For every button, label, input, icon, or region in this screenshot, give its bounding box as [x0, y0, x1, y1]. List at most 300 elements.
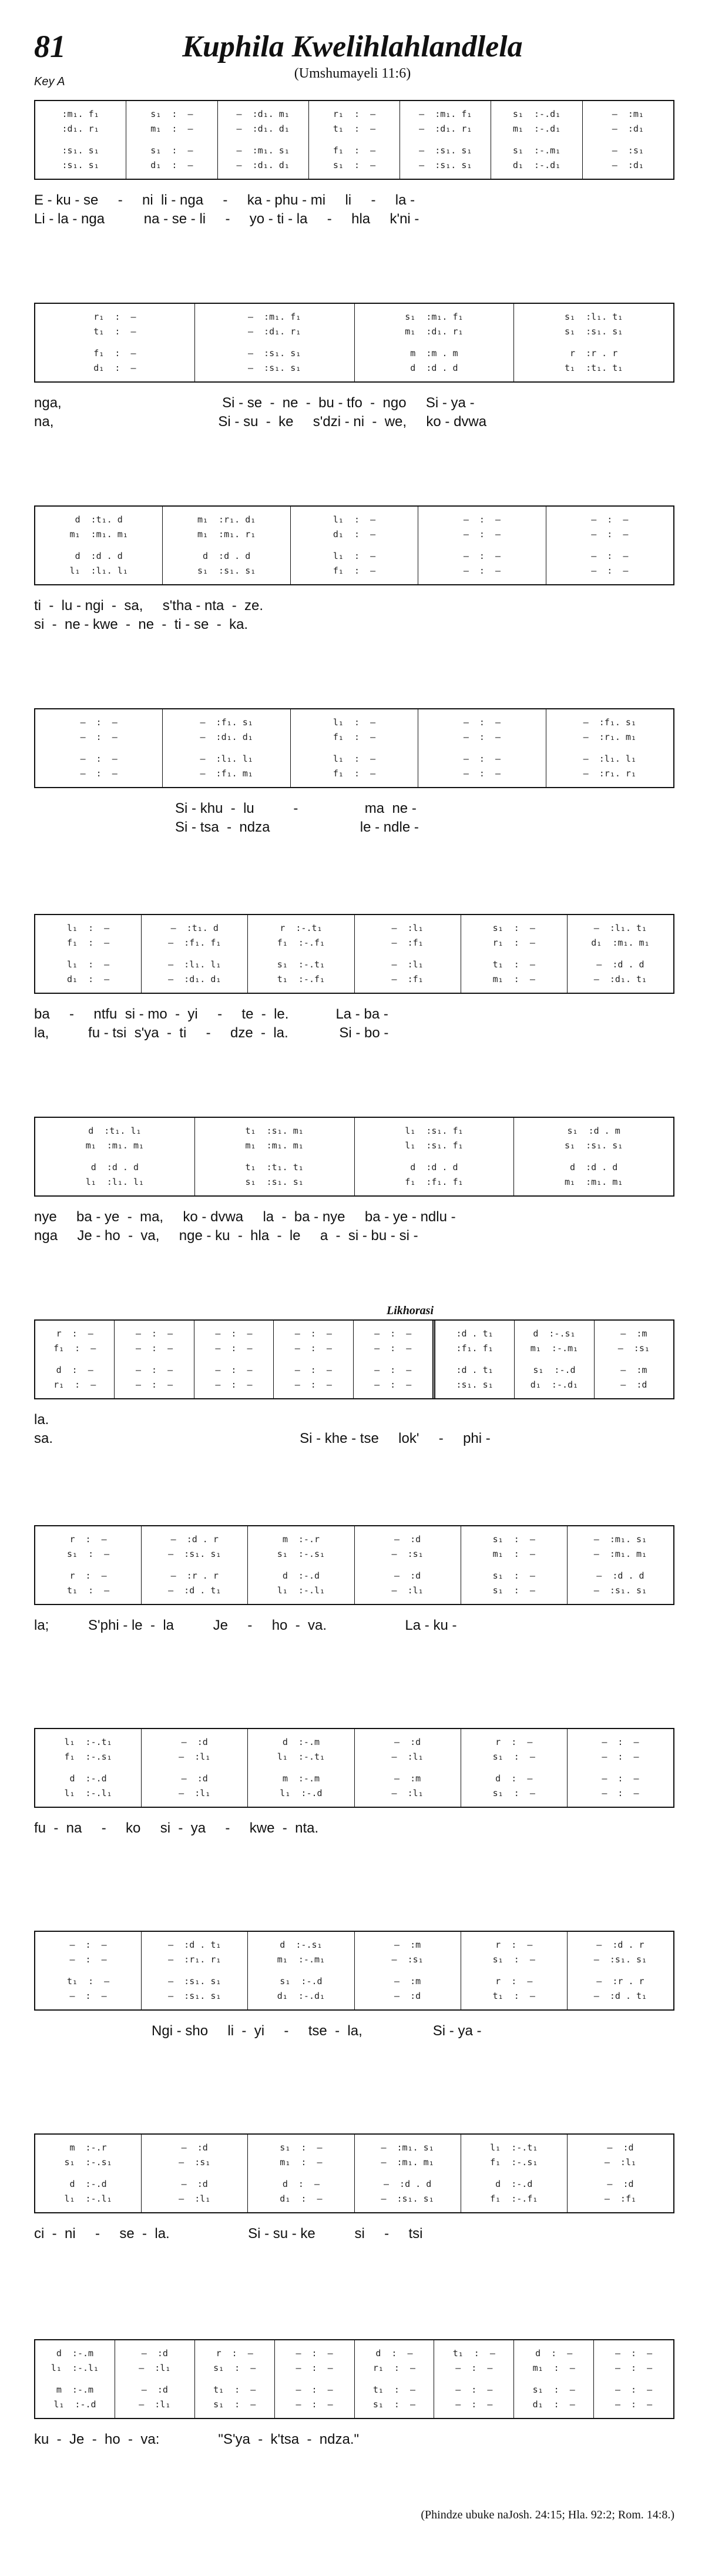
soprano-notes: — : —: [602, 1737, 639, 1747]
soprano-notes: — :l₁: [391, 923, 424, 933]
soprano-notes: — :m₁: [612, 109, 644, 119]
alto-notes: — : —: [463, 529, 501, 540]
score-system: [34, 505, 674, 635]
bass-notes: l₁ :-.l₁: [64, 1788, 112, 1798]
measure: [309, 101, 400, 179]
bass-notes: t₁ : —: [66, 1585, 110, 1596]
bass-notes: — : —: [215, 1379, 253, 1390]
tenor-notes: :d . t₁: [456, 1365, 494, 1375]
alto-notes: — : —: [591, 529, 629, 540]
measure: [355, 2135, 461, 2212]
tenor-notes: — :r . r: [170, 1570, 219, 1581]
tenor-notes: — :s₁. s₁: [247, 348, 301, 359]
tenor-notes: t₁ :t₁. t₁: [245, 1162, 304, 1173]
bass-notes: :s₁. s₁: [62, 160, 99, 170]
tenor-notes: — : —: [615, 2384, 653, 2395]
tenor-notes: d : —: [282, 2179, 320, 2189]
staff-box: [34, 2339, 674, 2419]
tenor-notes: f₁ : —: [333, 145, 376, 156]
tenor-notes: l₁ : —: [333, 753, 376, 764]
staff-box: [34, 505, 674, 585]
soprano-notes: — :m₁. s₁: [381, 2142, 434, 2153]
alto-notes: l₁ :-.t₁: [277, 1751, 325, 1762]
tenor-notes: — :m₁. s₁: [236, 145, 290, 156]
alto-notes: — :r₁. r₁: [168, 1954, 221, 1965]
lyrics-block: [34, 1006, 674, 1043]
lyric-line: Ngi - sho li - yi - tse - la, Si - ya -: [34, 2023, 482, 2039]
alto-notes: f₁ :-.s₁: [64, 1751, 112, 1762]
alto-notes: m₁ :m₁. m₁: [245, 1140, 304, 1151]
tenor-notes: — :d . d: [383, 2179, 432, 2189]
tenor-notes: — : —: [296, 2384, 333, 2395]
soprano-notes: r₁ : —: [93, 311, 136, 322]
measure: [355, 1932, 461, 2009]
lyric-line: na, Si - su - ke s'dzi - ni - we, ko - dvwa: [34, 414, 487, 430]
measure: [274, 1321, 353, 1398]
scripture-footer: (Phindze ubuke naJosh. 24:15; Hla. 92:2; Rom. 14:8.): [421, 2508, 674, 2521]
tenor-notes: — : —: [215, 1365, 253, 1375]
tenor-notes: d :d . d: [410, 1162, 458, 1173]
lyrics-block: [34, 1820, 674, 1838]
tenor-notes: d :d . d: [202, 551, 251, 561]
alto-notes: m₁ :m₁. r₁: [197, 529, 256, 540]
bass-notes: — : —: [463, 768, 501, 779]
bass-notes: :s₁. s₁: [456, 1379, 494, 1390]
tenor-notes: m :-.m: [282, 1773, 320, 1784]
staff-box: [34, 1931, 674, 2011]
measure: [418, 507, 546, 584]
measure: [142, 1729, 248, 1807]
measure: [248, 1729, 354, 1807]
lyric-line: si - ne - kwe - ne - ti - se - ka.: [34, 617, 249, 632]
alto-notes: — :r₁. m₁: [583, 732, 636, 742]
alto-notes: m₁ :d₁. r₁: [405, 326, 464, 337]
alto-notes: — :d₁. r₁: [247, 326, 301, 337]
alto-notes: s₁ :-.s₁: [64, 2157, 112, 2168]
bass-notes: — : —: [602, 1788, 639, 1798]
score-system: [34, 2339, 674, 2450]
measure: [355, 1729, 461, 1807]
lyric-line: la, fu - tsi s'ya - ti - dze - la. Si - bo -: [34, 1025, 389, 1041]
lyrics-block: [34, 2225, 674, 2244]
measure: [355, 2340, 435, 2418]
tenor-notes: — : —: [602, 1773, 639, 1784]
bass-notes: — :d: [394, 1991, 421, 2001]
alto-notes: — :s₁: [391, 1954, 424, 1965]
lyric-line: Si - tsa - ndza le - ndle -: [34, 819, 419, 835]
tenor-notes: d :d . d: [75, 551, 123, 561]
soprano-notes: s₁ : —: [150, 109, 193, 119]
soprano-notes: t₁ : —: [452, 2348, 495, 2359]
tenor-notes: — :s₁. s₁: [168, 1976, 221, 1987]
soprano-notes: d :t₁. d: [75, 514, 123, 525]
tenor-notes: l₁ : —: [333, 551, 376, 561]
tenor-notes: d :-.d: [69, 1773, 107, 1784]
bass-notes: — :f₁: [391, 974, 424, 984]
soprano-notes: — : —: [463, 514, 501, 525]
tenor-notes: — :d . d: [596, 959, 644, 970]
soprano-notes: — :m: [394, 1939, 421, 1950]
staff-box: [34, 1728, 674, 1808]
bass-notes: f₁ :f₁. f₁: [405, 1177, 464, 1187]
tenor-notes: — :d: [181, 2179, 208, 2189]
alto-notes: m₁ :m₁. m₁: [85, 1140, 145, 1151]
bass-notes: — : —: [135, 1379, 173, 1390]
tenor-notes: t₁ : —: [492, 959, 535, 970]
bass-notes: s₁ :s₁. s₁: [245, 1177, 304, 1187]
staff-box: [34, 303, 674, 383]
measure: [546, 507, 673, 584]
soprano-notes: t₁ :s₁. m₁: [245, 1125, 304, 1136]
tenor-notes: — :l₁. l₁: [168, 959, 221, 970]
measure: [568, 1729, 673, 1807]
alto-notes: — : —: [69, 1954, 107, 1965]
soprano-notes: — :f₁. s₁: [200, 717, 253, 728]
alto-notes: — :d₁. d₁: [200, 732, 253, 742]
tenor-notes: s₁ :-.d: [280, 1976, 323, 1987]
alto-notes: s₁ : —: [492, 1954, 535, 1965]
alto-notes: — :d₁. r₁: [419, 123, 472, 134]
tenor-notes: d :-.d: [282, 1570, 320, 1581]
soprano-notes: m :-.r: [69, 2142, 107, 2153]
tenor-notes: — : —: [80, 753, 118, 764]
measure: [35, 507, 163, 584]
alto-notes: s₁ : —: [213, 2363, 256, 2373]
score-system: [34, 100, 674, 229]
soprano-notes: :d . t₁: [456, 1328, 494, 1339]
staff-box: [34, 914, 674, 994]
alto-notes: — : —: [615, 2363, 653, 2373]
measure: [163, 709, 290, 787]
soprano-notes: — :t₁. d: [170, 923, 219, 933]
soprano-notes: d : —: [535, 2348, 573, 2359]
alto-notes: — : —: [294, 1343, 332, 1354]
bass-notes: — :s₁. s₁: [593, 1585, 647, 1596]
soprano-notes: s₁ : —: [492, 1534, 535, 1545]
measure: [142, 1526, 248, 1604]
tenor-notes: — : —: [374, 1365, 412, 1375]
alto-notes: t₁ : —: [333, 123, 376, 134]
bass-notes: d₁ :-.d₁: [530, 1379, 579, 1390]
measure: [515, 1321, 594, 1398]
score-system: [34, 1525, 674, 1636]
soprano-notes: — : —: [615, 2348, 653, 2359]
soprano-notes: l₁ :-.t₁: [490, 2142, 538, 2153]
bass-notes: t₁ : —: [492, 1991, 535, 2001]
bass-notes: — :s₁. s₁: [381, 2193, 434, 2204]
tenor-notes: — : —: [135, 1365, 173, 1375]
soprano-notes: — : —: [296, 2348, 333, 2359]
measure: [248, 1932, 354, 2009]
measure: [355, 1118, 515, 1195]
soprano-notes: — :m₁. f₁: [419, 109, 472, 119]
bass-notes: — :d₁. t₁: [593, 974, 647, 984]
tenor-notes: — :d: [607, 2179, 634, 2189]
measure: [195, 304, 355, 381]
tenor-notes: — : —: [294, 1365, 332, 1375]
staff-box: [34, 1319, 674, 1399]
measure: [35, 1321, 115, 1398]
measure: [568, 1932, 673, 2009]
soprano-notes: r : —: [216, 2348, 253, 2359]
lyric-line: E - ku - se - ni li - nga - ka - phu - mi li - la -: [34, 192, 415, 208]
soprano-notes: — :d: [141, 2348, 168, 2359]
bass-notes: — : —: [455, 2399, 493, 2410]
alto-notes: — : —: [455, 2363, 493, 2373]
alto-notes: — : —: [215, 1343, 253, 1354]
soprano-notes: — : —: [374, 1328, 412, 1339]
tenor-notes: — :s₁: [612, 145, 644, 156]
measure: [35, 1526, 142, 1604]
alto-notes: r₁ : —: [492, 937, 535, 948]
alto-notes: m₁ : —: [280, 2157, 323, 2168]
soprano-notes: l₁ : —: [333, 717, 376, 728]
lyric-line: nga, Si - se - ne - bu - tfo - ngo Si - ya -: [34, 395, 475, 411]
soprano-notes: — :l₁. t₁: [593, 923, 647, 933]
soprano-notes: l₁ : —: [66, 923, 110, 933]
measure: [514, 2340, 594, 2418]
soprano-notes: s₁ :l₁. t₁: [564, 311, 623, 322]
bass-notes: s₁ : —: [213, 2399, 256, 2410]
measure: [115, 2340, 195, 2418]
tenor-notes: — : —: [463, 753, 501, 764]
measure: [248, 2135, 354, 2212]
measure: [514, 304, 673, 381]
tenor-notes: l₁ : —: [66, 959, 110, 970]
alto-notes: m₁ :-.m₁: [530, 1343, 579, 1354]
bass-notes: d₁ :-.d₁: [277, 1991, 325, 2001]
bass-notes: t₁ :t₁. t₁: [564, 363, 623, 373]
tenor-notes: s₁ :-.d: [533, 1365, 576, 1375]
bass-notes: d₁ : —: [532, 2399, 575, 2410]
alto-notes: — : —: [374, 1343, 412, 1354]
bass-notes: l₁ :-.d: [53, 2399, 96, 2410]
bass-notes: d₁ : —: [150, 160, 193, 170]
alto-notes: — : —: [296, 2363, 333, 2373]
lyrics-block: [34, 1208, 674, 1246]
lyric-line: ci - ni - se - la. Si - su - ke si - tsi: [34, 2226, 423, 2242]
soprano-notes: — : —: [215, 1328, 253, 1339]
measure: [163, 507, 290, 584]
bass-notes: — :d₁: [612, 160, 644, 170]
measure: [142, 2135, 248, 2212]
alto-notes: f₁ : —: [66, 937, 110, 948]
staff-box: [34, 100, 674, 180]
staff-box: [34, 708, 674, 788]
tenor-notes: s₁ :-.t₁: [277, 959, 325, 970]
tenor-notes: — : —: [455, 2384, 493, 2395]
tenor-notes: d : —: [495, 1773, 533, 1784]
alto-notes: — :m₁. m₁: [593, 1549, 647, 1559]
soprano-notes: s₁ : —: [492, 923, 535, 933]
bass-notes: l₁ :l₁. l₁: [69, 565, 128, 576]
measure: [568, 915, 673, 993]
lyrics-block: [34, 192, 674, 229]
measure: [400, 101, 491, 179]
measure: [461, 1526, 568, 1604]
tenor-notes: t₁ : —: [213, 2384, 256, 2395]
measure: [546, 709, 673, 787]
bass-notes: — :d . t₁: [168, 1585, 221, 1596]
bass-notes: s₁ : —: [492, 1788, 535, 1798]
measure: [491, 101, 582, 179]
tenor-notes: — :m: [394, 1976, 421, 1987]
lyrics-block: [34, 1411, 674, 1449]
soprano-notes: s₁ :m₁. f₁: [405, 311, 464, 322]
alto-notes: s₁ :s₁. s₁: [564, 326, 623, 337]
soprano-notes: m₁ :r₁. d₁: [197, 514, 256, 525]
measure: [354, 1321, 435, 1398]
bass-notes: — : —: [69, 1991, 107, 2001]
soprano-notes: l₁ :-.t₁: [64, 1737, 112, 1747]
alto-notes: m₁ :m₁. m₁: [69, 529, 128, 540]
bass-notes: d₁ :-.d₁: [512, 160, 561, 170]
tenor-notes: r : —: [69, 1570, 107, 1581]
tenor-notes: t₁ : —: [372, 2384, 416, 2395]
alto-notes: l₁ :-.l₁: [51, 2363, 99, 2373]
tenor-notes: — :d: [394, 1570, 421, 1581]
tenor-notes: — :l₁. l₁: [200, 753, 253, 764]
alto-notes: f₁ : —: [333, 732, 376, 742]
alto-notes: — : —: [80, 732, 118, 742]
bass-notes: — : —: [615, 2399, 653, 2410]
lyrics-block: [34, 597, 674, 635]
bass-notes: — : —: [296, 2399, 333, 2410]
soprano-notes: — : —: [591, 514, 629, 525]
bass-notes: — :l₁: [179, 2193, 211, 2204]
measure: [126, 101, 217, 179]
bass-notes: — : —: [80, 768, 118, 779]
bass-notes: s₁ :s₁. s₁: [197, 565, 256, 576]
score-system: [34, 708, 674, 838]
alto-notes: — :f₁: [391, 937, 424, 948]
soprano-notes: — :m: [620, 1328, 647, 1339]
tenor-notes: :s₁. s₁: [62, 145, 99, 156]
soprano-notes: — :d . r: [596, 1939, 644, 1950]
measure: [461, 915, 568, 993]
tenor-notes: s₁ : —: [492, 1570, 535, 1581]
lyrics-block: [34, 1617, 674, 1636]
alto-notes: f₁ :-.s₁: [490, 2157, 538, 2168]
lyric-line: ti - lu - ngi - sa, s'tha - nta - ze.: [34, 598, 264, 614]
score-system: [34, 1117, 674, 1246]
bass-notes: d :d . d: [410, 363, 458, 373]
measure: [35, 1729, 142, 1807]
measure: [194, 1321, 274, 1398]
bass-notes: d₁ : —: [66, 974, 110, 984]
alto-notes: m₁ :-.m₁: [277, 1954, 325, 1965]
tenor-notes: — :r . r: [596, 1976, 644, 1987]
bass-notes: — :d: [620, 1379, 647, 1390]
bass-notes: — :d₁. d₁: [168, 974, 221, 984]
lyric-line: la.: [34, 1412, 49, 1428]
tenor-notes: d : —: [56, 1365, 93, 1375]
tenor-notes: — :l₁: [391, 959, 424, 970]
alto-notes: — :l₁: [139, 2363, 171, 2373]
bass-notes: d₁ : —: [93, 363, 136, 373]
measure: [568, 2135, 673, 2212]
soprano-notes: r₁ : —: [333, 109, 376, 119]
bass-notes: — :f₁: [604, 2193, 637, 2204]
alto-notes: — :f₁. f₁: [168, 937, 221, 948]
measure: [142, 1932, 248, 2009]
bass-notes: — :l₁: [139, 2399, 171, 2410]
chorus-label: Likhorasi: [387, 1304, 434, 1317]
lyrics-block: [34, 2431, 674, 2450]
bass-notes: — : —: [591, 565, 629, 576]
measure: [355, 915, 461, 993]
measure: [35, 1932, 142, 2009]
soprano-notes: r : —: [56, 1328, 93, 1339]
measure: [461, 2135, 568, 2212]
soprano-notes: — : —: [69, 1939, 107, 1950]
score-system: [34, 1304, 674, 1449]
measure: [195, 2340, 275, 2418]
measure: [568, 1526, 673, 1604]
key-signature: Key A: [34, 75, 65, 88]
soprano-notes: r : —: [69, 1534, 107, 1545]
lyric-line: la; S'phi - le - la Je - ho - va. La - ku -: [34, 1617, 457, 1633]
alto-notes: r₁ : —: [372, 2363, 416, 2373]
alto-notes: — :s₁: [179, 2157, 211, 2168]
bass-notes: m₁ :m₁. m₁: [564, 1177, 623, 1187]
tenor-notes: r :r . r: [569, 348, 618, 359]
soprano-notes: s₁ :-.d₁: [512, 109, 561, 119]
soprano-notes: l₁ :s₁. f₁: [405, 1125, 464, 1136]
measure: [115, 1321, 194, 1398]
measure: [355, 304, 515, 381]
soprano-notes: — :d: [394, 1737, 421, 1747]
measure: [35, 915, 142, 993]
measure: [594, 2340, 673, 2418]
lyric-line: nye ba - ye - ma, ko - dvwa la - ba - nye ba - ye - ndlu -: [34, 1209, 456, 1225]
alto-notes: — : —: [463, 732, 501, 742]
soprano-notes: l₁ : —: [333, 514, 376, 525]
alto-notes: m₁ : —: [532, 2363, 575, 2373]
tenor-notes: m :m . m: [410, 348, 458, 359]
bass-notes: — :l₁: [391, 1788, 424, 1798]
measure: [35, 2135, 142, 2212]
score-system: [34, 1931, 674, 2041]
tenor-notes: d :-.d: [69, 2179, 107, 2189]
lyrics-block: [34, 394, 674, 432]
bass-notes: — :l₁: [391, 1585, 424, 1596]
soprano-notes: — :d: [394, 1534, 421, 1545]
alto-notes: — :l₁: [179, 1751, 211, 1762]
soprano-notes: d :-.s₁: [533, 1328, 576, 1339]
bass-notes: l₁ :-.l₁: [277, 1585, 325, 1596]
measure: [35, 709, 163, 787]
alto-notes: f₁ : —: [53, 1343, 96, 1354]
tenor-notes: d :-.d: [495, 2179, 533, 2189]
tenor-notes: f₁ : —: [93, 348, 136, 359]
soprano-notes: :m₁. f₁: [62, 109, 99, 119]
lyric-line: nga Je - ho - va, nge - ku - hla - le a - si - bu - si -: [34, 1228, 418, 1244]
measure: [461, 1932, 568, 2009]
measure: [35, 1118, 195, 1195]
measure: [583, 101, 673, 179]
lyrics-block: [34, 2022, 674, 2041]
alto-notes: l₁ :s₁. f₁: [405, 1140, 464, 1151]
alto-notes: s₁ :s₁. s₁: [564, 1140, 623, 1151]
bass-notes: l₁ :l₁. l₁: [85, 1177, 145, 1187]
bass-notes: f₁ :-.f₁: [490, 2193, 538, 2204]
bass-notes: — :d₁. d₁: [236, 160, 290, 170]
tenor-notes: d :d . d: [569, 1162, 618, 1173]
alto-notes: — : —: [135, 1343, 173, 1354]
measure: [142, 915, 248, 993]
soprano-notes: — : —: [135, 1328, 173, 1339]
